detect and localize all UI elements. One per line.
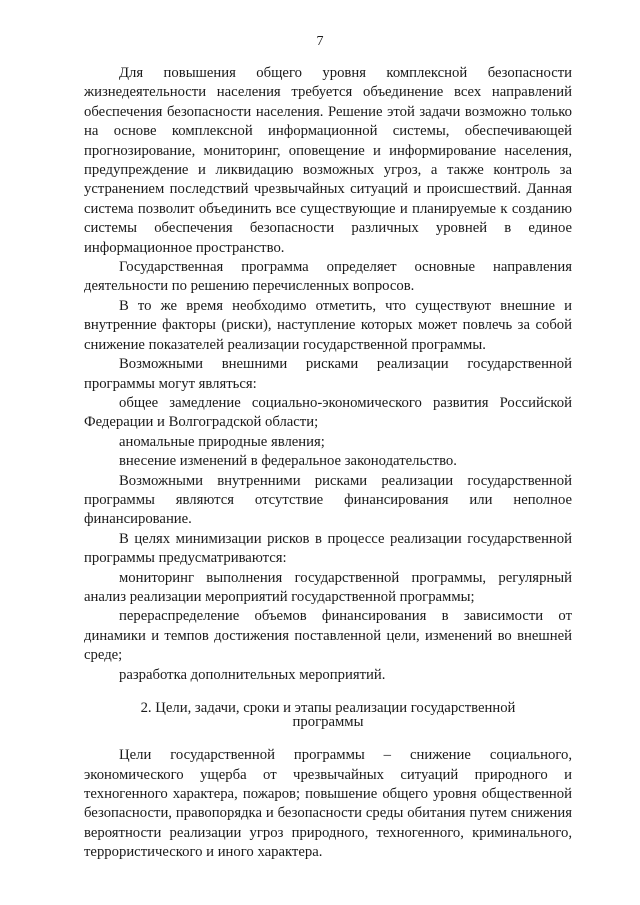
list-item-minimization-3: разработка дополнительных мероприятий. <box>119 666 386 683</box>
list-item-external-risk-2: аномальные природные явления; <box>119 433 325 450</box>
list-item-external-risk-3: внесение изменений в федеральное законодательство. <box>119 453 457 470</box>
list-item-minimization-2: перераспределение объемов финансирования в зависимости от динамики и темпов достижения поставленной цели, изменений во внешней среде; <box>84 608 572 664</box>
paragraph-security-system: Для повышения общего уровня комплексной безопасности жизнедеятельности населения требуется объединение всех направлений обеспечения безопасности населения. Решение этой задачи возможно только на основе комплексной информационной системы, обеспечивающей прогнозирование, мониторинг, оповещение и информирование населения, предупреждение и ликвидацию возможных угроз, а также контроль за устранением последствий чрезвычайных ситуаций и происшествий. Данная система позволит объединить все существующие и планируемые к созданию системы обеспечения безопасности различных уровней в единое информационное пространство. <box>84 65 572 256</box>
list-item-minimization-1: мониторинг выполнения государственной программы, регулярный анализ реализации мероприятий государственной программы; <box>84 569 572 605</box>
paragraph-risk-factors: В то же время необходимо отметить, что существуют внешние и внутренние факторы (риски), наступление которых может повлечь за собой снижение показателей реализации государственной программы. <box>84 297 572 353</box>
document-body <box>84 64 572 863</box>
paragraph-program-directions: Государственная программа определяет основные направления деятельности по решению перечисленных вопросов. <box>84 259 572 295</box>
section-heading-line-2: программы <box>292 713 364 730</box>
section-heading-line-1: 2. Цели, задачи, сроки и этапы реализации государственной <box>140 700 516 716</box>
paragraph-program-goals: Цели государственной программы – снижение социального, экономического ущерба от чрезвычайных ситуаций природного и техногенного характера, пожаров; повышение общего уровня общественной безопасности, правопорядка и безопасности среды обитания путем снижения вероятности реализации угроз природного, техногенного, криминального, террористического и иного характера. <box>84 747 572 861</box>
section-heading <box>84 702 572 729</box>
page-number: 7 <box>316 34 324 49</box>
paragraph-internal-risks: Возможными внутренними рисками реализации государственной программы являются отсутствие финансирования или неполное финансирование. <box>84 472 572 528</box>
list-item-external-risk-1: общее замедление социально-экономического развития Российской Федерации и Волгоградской области; <box>84 394 572 431</box>
paragraph-external-risks-intro: Возможными внешними рисками реализации государственной программы могут являться: <box>84 356 572 392</box>
paragraph-risk-minimization-intro: В целях минимизации рисков в процессе реализации государственной программы предусматриваются: <box>84 530 572 567</box>
